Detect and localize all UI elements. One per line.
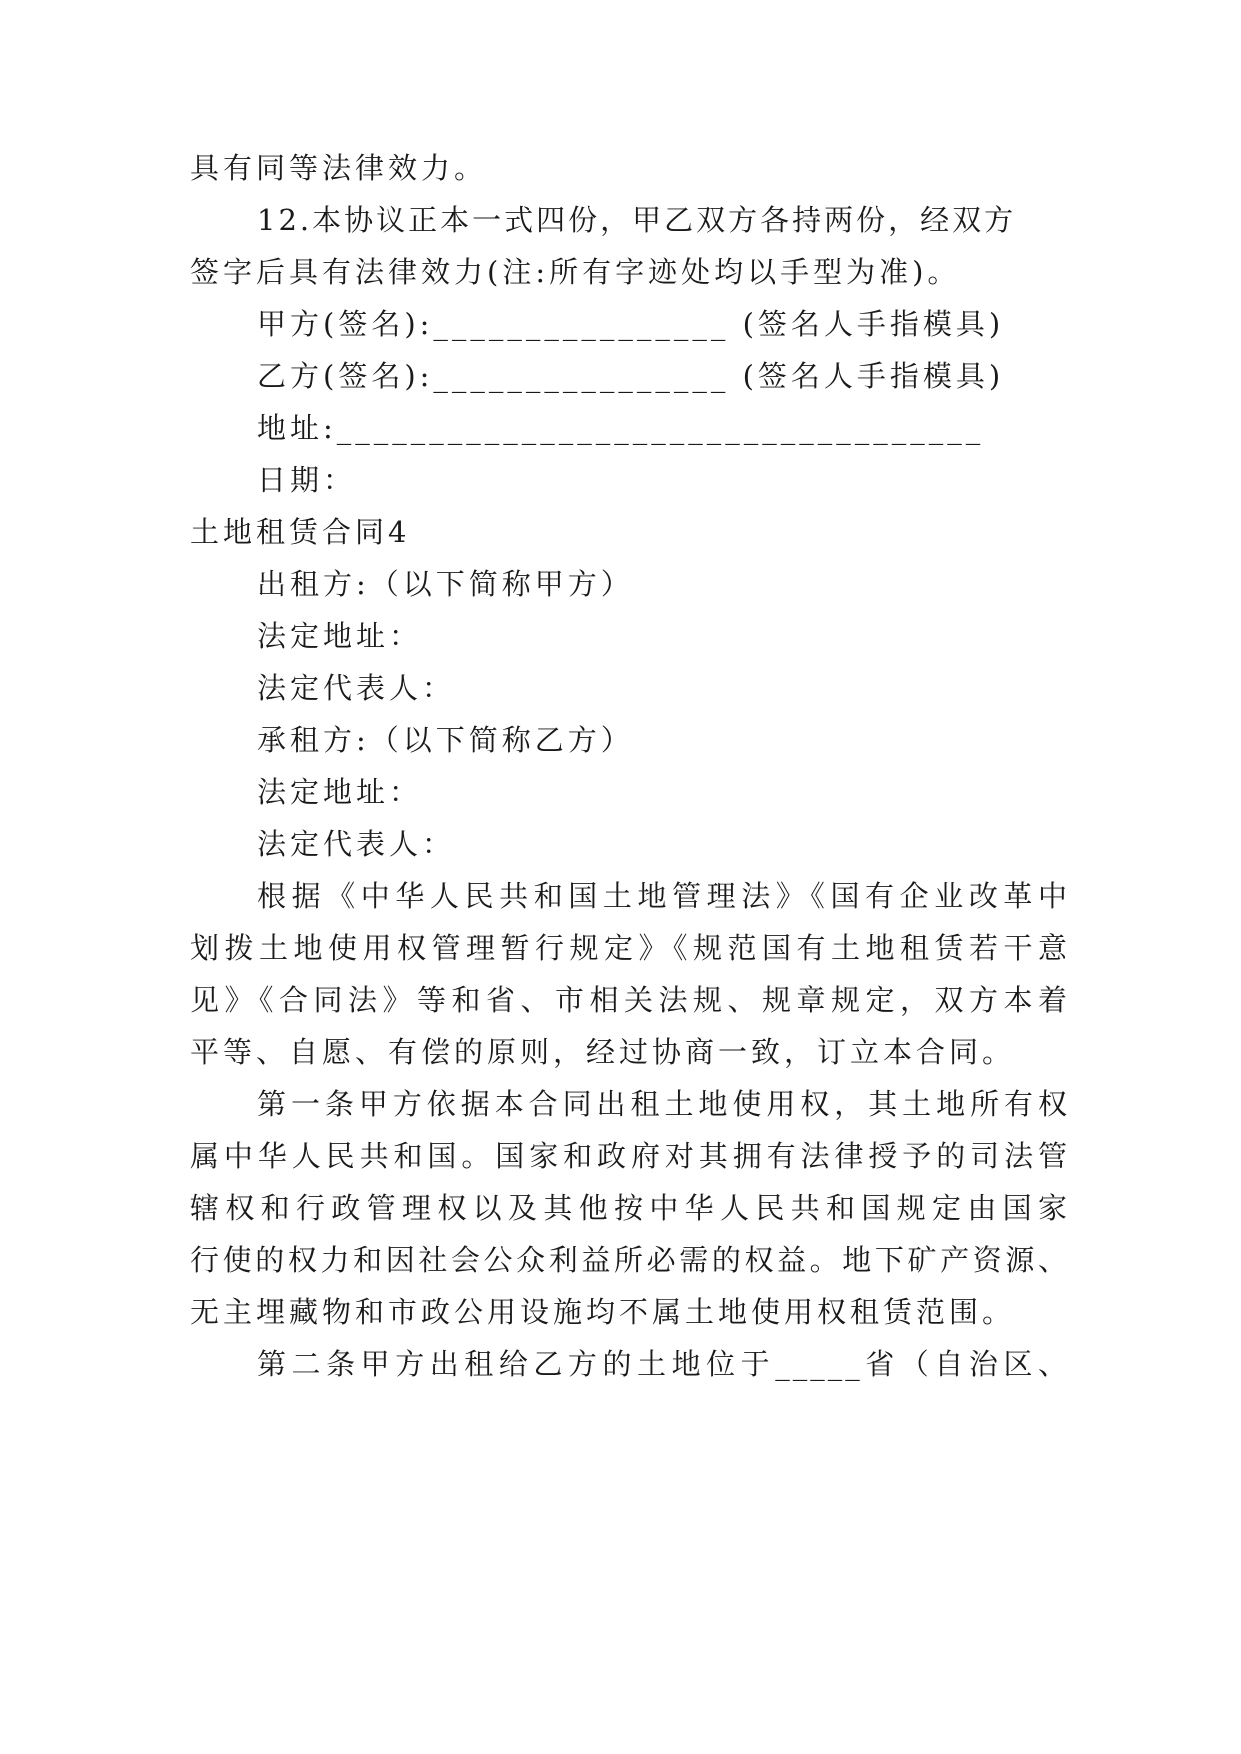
text-line: 平等、自愿、有偿的原则，经过协商一致，订立本合同。 bbox=[190, 1035, 1016, 1069]
text-line: 具有同等法律效力。 bbox=[190, 151, 488, 185]
text-line: 划拨土地使用权管理暂行规定》《规范国有土地租赁若干意 bbox=[190, 931, 1070, 965]
text-line: 法定代表人： bbox=[257, 671, 456, 705]
text-line: 第一条甲方依据本合同出租土地使用权，其土地所有权 bbox=[257, 1087, 1070, 1121]
text-line: 根据《中华人民共和国土地管理法》《国有企业改革中 bbox=[257, 879, 1070, 913]
text-line: 属中华人民共和国。国家和政府对其拥有法律授予的司法管 bbox=[190, 1139, 1070, 1173]
text-line: 承租方:（以下简称乙方） bbox=[257, 723, 634, 757]
address-line: 地址:___________________________________ bbox=[257, 411, 985, 445]
text-line: 法定代表人： bbox=[257, 827, 456, 861]
text-line: 法定地址： bbox=[257, 775, 423, 809]
signature-line-party-b: 乙方(签名):________________ (签名人手指模具) bbox=[257, 359, 1005, 393]
section-title: 土地租赁合同4 bbox=[190, 515, 411, 549]
text-line: 12.本协议正本一式四份，甲乙双方各持两份，经双方 bbox=[257, 203, 1017, 237]
text-line: 第二条甲方出租给乙方的土地位于_____省（自治区、 bbox=[257, 1347, 1070, 1381]
date-line: 日期： bbox=[257, 463, 357, 497]
text-line: 出租方:（以下简称甲方） bbox=[257, 567, 634, 601]
signature-line-party-a: 甲方(签名):________________ (签名人手指模具) bbox=[257, 307, 1005, 341]
text-line: 辖权和行政管理权以及其他按中华人民共和国规定由国家 bbox=[190, 1191, 1070, 1225]
text-line: 签字后具有法律效力(注:所有字迹处均以手型为准)。 bbox=[190, 255, 961, 289]
text-line: 法定地址： bbox=[257, 619, 423, 653]
text-line: 见》《合同法》等和省、市相关法规、规章规定，双方本着 bbox=[190, 983, 1070, 1017]
text-line: 无主埋藏物和市政公用设施均不属土地使用权租赁范围。 bbox=[190, 1295, 1016, 1329]
text-line: 行使的权力和因社会公众利益所必需的权益。地下矿产资源、 bbox=[190, 1243, 1070, 1277]
